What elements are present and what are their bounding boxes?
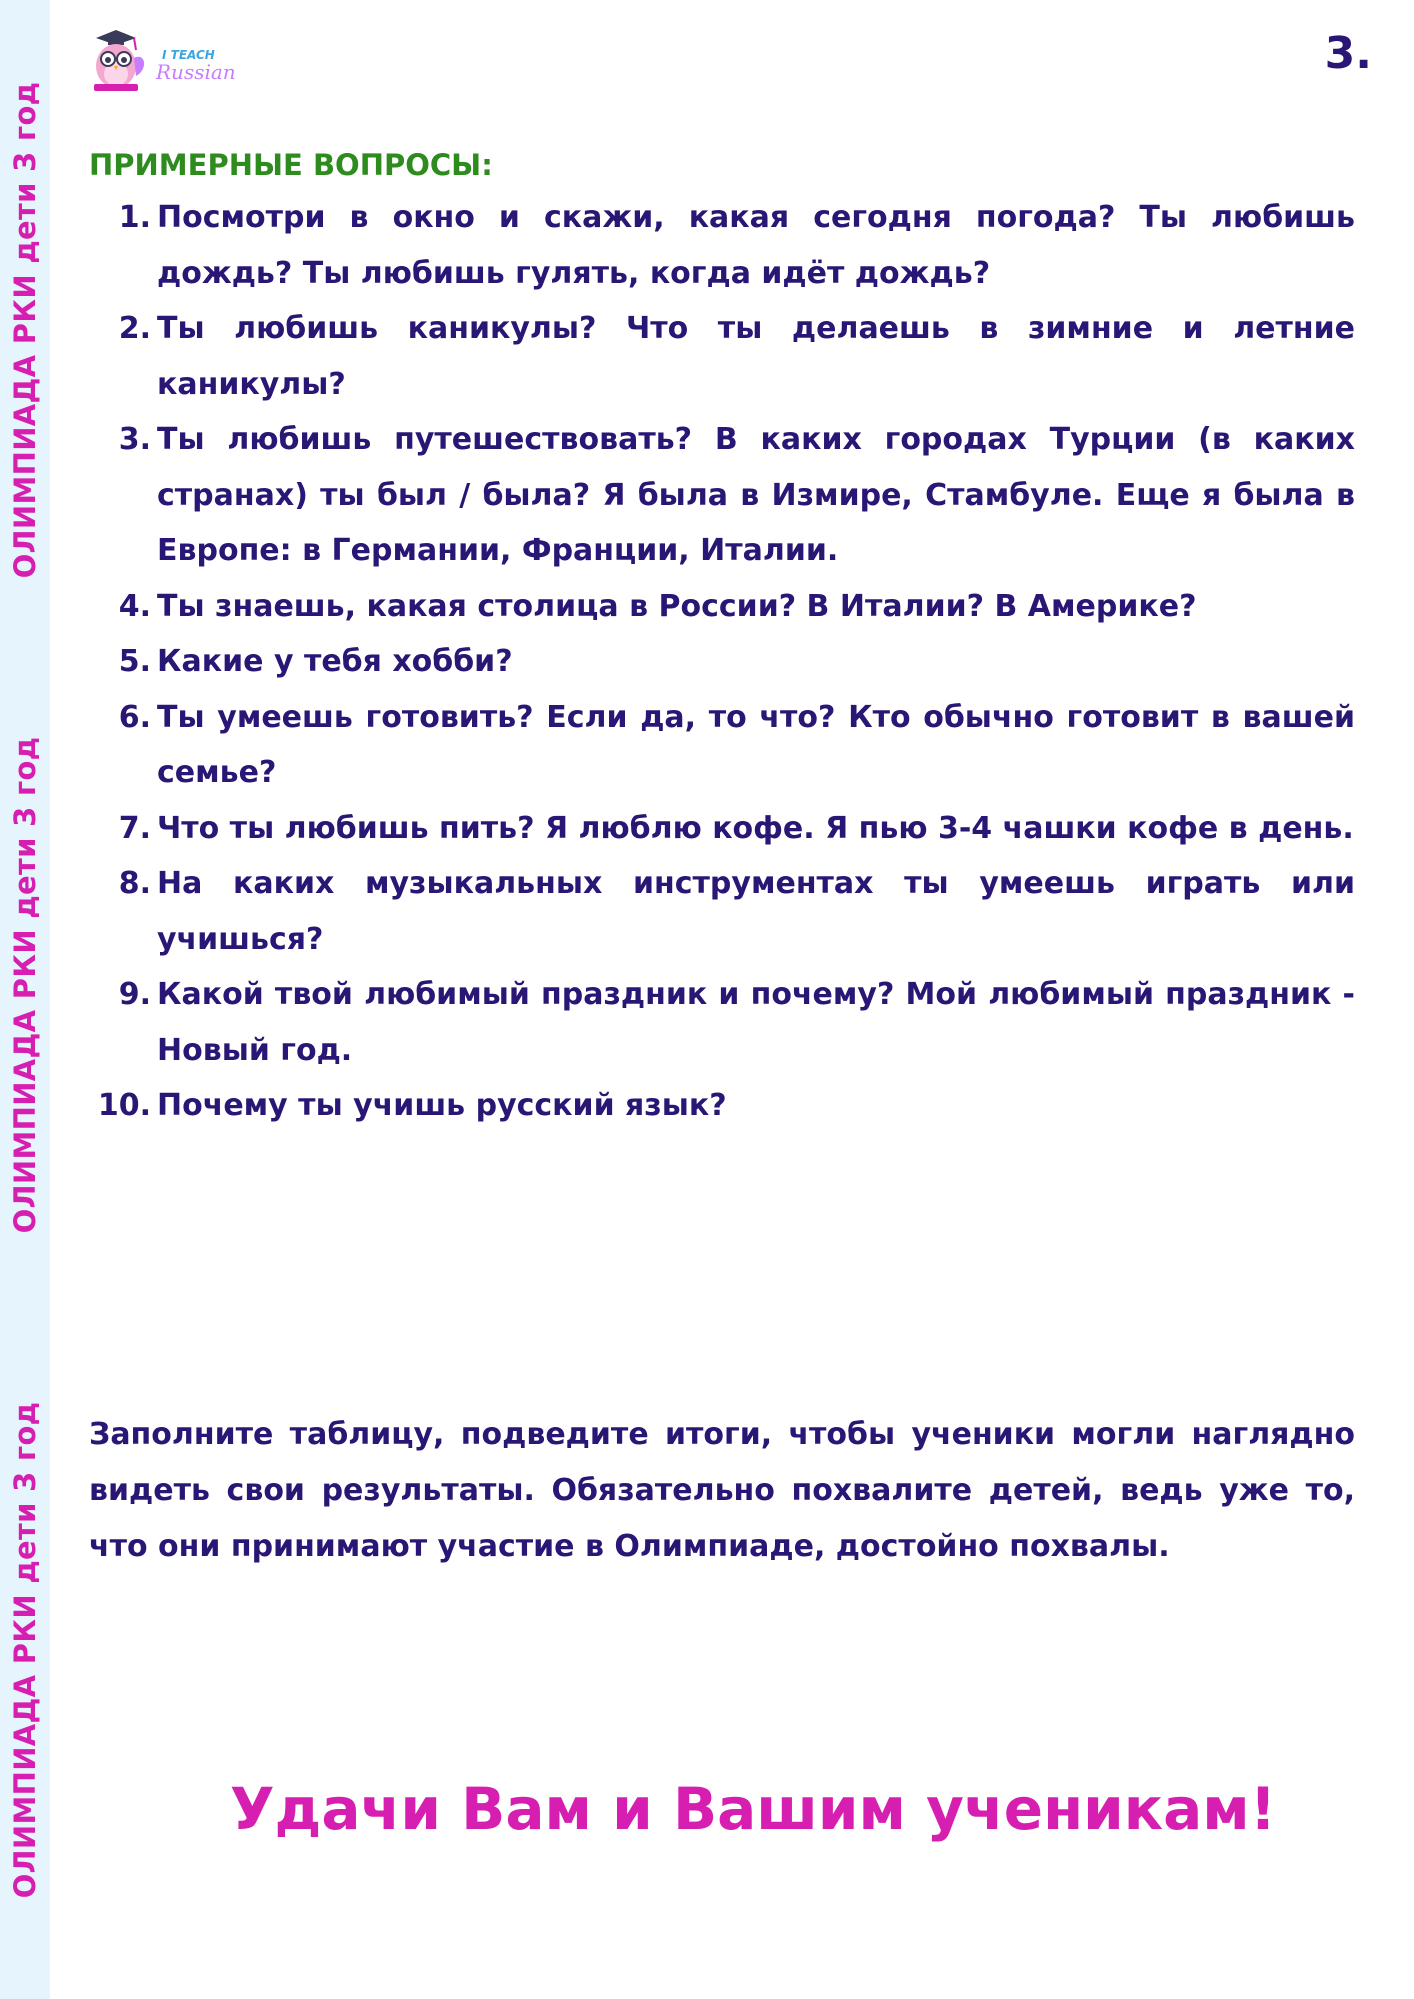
question-text: Ты знаешь, какая столица в России? В Италии? В Америке? <box>157 588 1197 624</box>
logo-text-teach: I TEACH <box>162 48 215 62</box>
question-text: На каких музыкальных инструментах ты умеешь играть или учишься? <box>157 866 1355 957</box>
side-strip <box>0 0 50 1999</box>
teacher-note: Заполните таблицу, подведите итоги, чтобы ученики могли наглядно видеть свои результаты. Обязательно похвалите детей, ведь уже то, что они принимают участие в Олимпиаде, достойно похвалы. <box>89 1417 1355 1564</box>
list-item <box>89 801 1355 857</box>
owl-logo <box>86 24 236 94</box>
page-number: 3. <box>1324 28 1372 79</box>
question-text: Посмотри в окно и скажи, какая сегодня погода? Ты любишь дождь? Ты любишь гулять, когда идёт дождь? <box>157 200 1355 291</box>
question-number: 9. <box>118 977 151 1012</box>
sidebar-label: ОЛИМПИАДА РКИ дети 3 год <box>8 1401 42 1899</box>
section-heading: ПРИМЕРНЫЕ ВОПРОСЫ: <box>89 148 493 182</box>
list-item <box>89 690 1355 801</box>
question-text: Ты умеешь готовить? Если да, то что? Кто обычно готовит в вашей семье? <box>157 699 1355 790</box>
question-number: 4. <box>118 588 151 624</box>
question-text: Ты любишь путешествовать? В каких городах Турции (в каких странах) ты был / была? Я была в Измире, Стамбуле. Еще я была в Европе: в Германии, Франции, Италии. <box>157 422 1355 568</box>
question-text: Какие у тебя хобби? <box>157 644 513 679</box>
list-item <box>89 190 1355 301</box>
question-number: 1. <box>118 200 151 235</box>
question-list <box>89 190 1355 1134</box>
question-number: 10. <box>97 1088 151 1123</box>
question-number: 2. <box>118 311 151 346</box>
question-number: 7. <box>118 810 151 846</box>
list-item <box>89 579 1355 635</box>
list-item <box>89 412 1355 579</box>
question-text: Почему ты учишь русский язык? <box>157 1088 727 1123</box>
question-text: Ты любишь каникулы? Что ты делаешь в зимние и летние каникулы? <box>157 311 1355 402</box>
sidebar-label: ОЛИМПИАДА РКИ дети 3 год <box>8 736 42 1234</box>
list-item <box>89 301 1355 412</box>
sidebar-label: ОЛИМПИАДА РКИ дети 3 год <box>8 81 42 579</box>
question-number: 3. <box>118 422 151 457</box>
closing-message: Удачи Вам и Вашим ученикам! <box>229 1775 1277 1843</box>
list-item <box>89 856 1355 967</box>
question-text: Какой твой любимый праздник и почему? Мой любимый праздник - Новый год. <box>157 977 1355 1068</box>
question-text: Что ты любишь пить? Я люблю кофе. Я пью 3-4 чашки кофе в день. <box>157 810 1354 846</box>
question-number: 5. <box>118 644 151 679</box>
list-item <box>89 967 1355 1078</box>
logo-text-russian: Russian <box>156 60 236 84</box>
list-item <box>89 634 1355 690</box>
list-item <box>89 1078 1355 1134</box>
question-number: 6. <box>118 699 151 735</box>
question-number: 8. <box>118 866 151 901</box>
